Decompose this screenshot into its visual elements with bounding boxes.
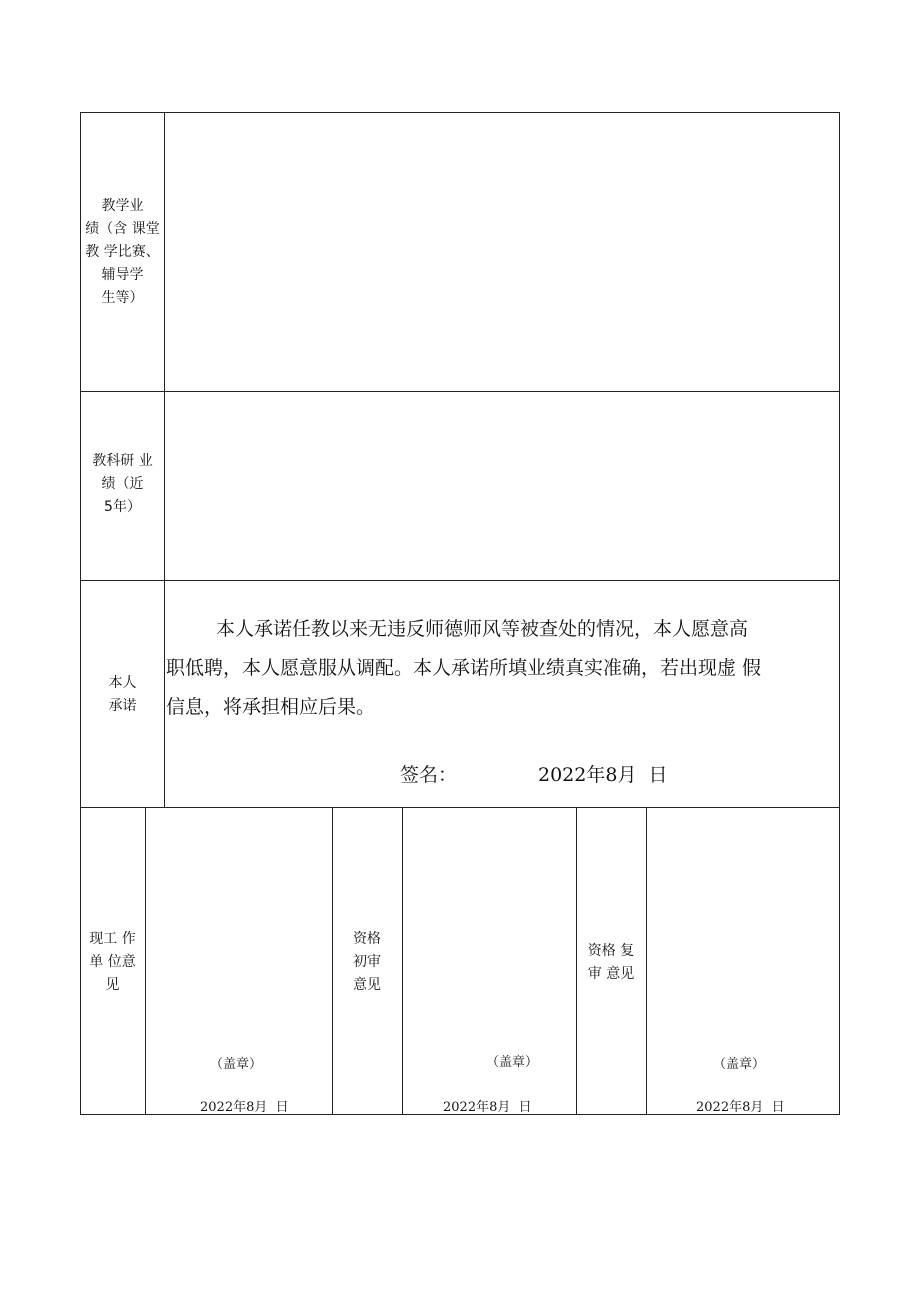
research-performance-label bbox=[80, 450, 165, 519]
label-line: 生等） bbox=[101, 290, 144, 306]
teaching-performance-label bbox=[80, 195, 165, 310]
research-performance-field[interactable] bbox=[165, 392, 839, 580]
pledge-line: 信息，将承担相应后果。 bbox=[166, 696, 376, 718]
signature-date: 2022年8月 日 bbox=[538, 764, 668, 786]
initial-review-label bbox=[332, 928, 402, 997]
label-line: 初审 bbox=[353, 954, 381, 970]
label-line: 绩（近 bbox=[101, 476, 144, 492]
label-line: 单 位意 bbox=[89, 954, 136, 970]
label-line: 资格 bbox=[353, 931, 381, 947]
label-line: 现工 作 bbox=[89, 931, 136, 947]
re-review-label bbox=[576, 940, 646, 986]
initial-review-seal: （盖章） bbox=[486, 1055, 539, 1070]
work-unit-seal: （盖章） bbox=[210, 1057, 263, 1072]
signature-label: 签名： bbox=[400, 764, 458, 786]
label-line: 5年） bbox=[104, 499, 141, 515]
label-line: 本人 bbox=[108, 675, 137, 691]
label-line: 绩（含 课堂 bbox=[85, 221, 160, 237]
label-line: 意见 bbox=[353, 977, 381, 993]
pledge-label bbox=[80, 672, 165, 718]
label-line: 审 意见 bbox=[587, 966, 635, 982]
divider-row-2 bbox=[80, 580, 840, 581]
label-line: 见 bbox=[105, 977, 120, 993]
initial-review-date: 2022年8月 日 bbox=[443, 1100, 532, 1115]
re-review-seal: （盖章） bbox=[713, 1057, 766, 1072]
pledge-text bbox=[166, 610, 840, 727]
pledge-line: 本人承诺任教以来无违反师德师风等被查处的情况，本人愿意高 bbox=[216, 618, 749, 640]
pledge-line: 职低聘，本人愿意服从调配。本人承诺所填业绩真实准确，若出现虚 假 bbox=[166, 657, 762, 679]
work-unit-date: 2022年8月 日 bbox=[200, 1100, 289, 1115]
label-line: 教 学比赛、 bbox=[85, 244, 160, 260]
label-line: 教学业 bbox=[101, 198, 144, 214]
label-line: 辅导学 bbox=[101, 267, 144, 283]
label-line: 资格 复 bbox=[587, 943, 635, 959]
teaching-performance-field[interactable] bbox=[165, 113, 839, 391]
label-line: 教科研 业 bbox=[92, 453, 153, 469]
label-line: 承诺 bbox=[108, 698, 137, 714]
work-unit-opinion-label bbox=[80, 928, 145, 997]
re-review-date: 2022年8月 日 bbox=[696, 1100, 785, 1115]
